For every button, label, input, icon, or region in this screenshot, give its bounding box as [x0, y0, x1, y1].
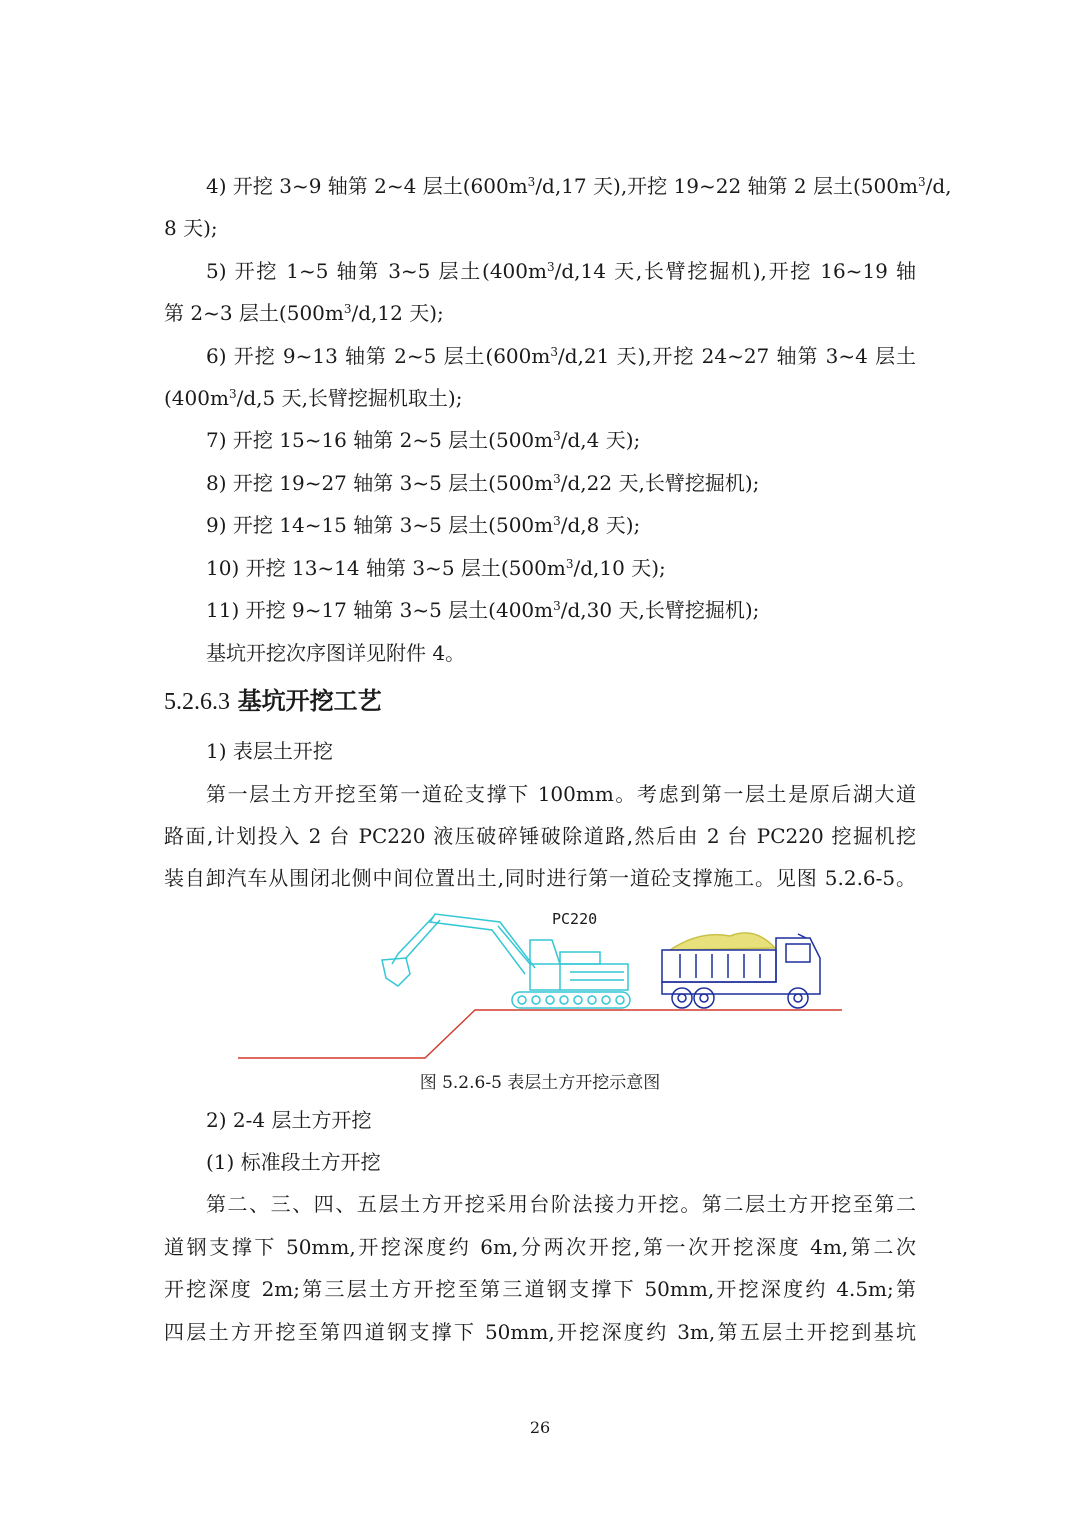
text-run: 基坑开挖次序图详见附件 4。: [206, 641, 466, 665]
superscript: 3: [343, 302, 352, 316]
text-line: [206, 639, 916, 667]
text-line: [206, 257, 916, 285]
text-run: 装自卸汽车从围闭北侧中间位置出土,同时进行第一道砼支撑施工。见图 5.2.6-5。: [164, 866, 916, 890]
text-line: [206, 737, 916, 765]
superscript: 3: [553, 429, 561, 443]
text-run: 5) 开挖 1~5 轴第 3~5 层土(400m: [206, 259, 547, 283]
dump-truck-icon: [662, 933, 820, 1008]
text-run: /d,17 天),开挖 19~22 轴第 2 层土(500m: [535, 174, 918, 198]
text-run: 1) 表层土开挖: [206, 739, 333, 763]
text-run: /d,12 天);: [351, 301, 444, 325]
superscript: 3: [917, 175, 926, 189]
text-line: [206, 342, 916, 370]
text-line: [164, 864, 916, 892]
text-run: 第 2~3 层土(500m: [164, 301, 344, 325]
text-run: 11) 开挖 9~17 轴第 3~5 层土(400m: [206, 598, 554, 622]
text-run: 8 天);: [164, 216, 218, 240]
text-run: (400m: [164, 386, 229, 410]
text-line: [206, 469, 916, 497]
text-line: [206, 596, 916, 624]
text-run: 6) 开挖 9~13 轴第 2~5 层土(600m: [206, 344, 551, 368]
superscript: 3: [546, 260, 555, 274]
text-line: [206, 554, 916, 582]
text-line: [164, 299, 916, 327]
section-title: 基坑开挖工艺: [237, 687, 382, 715]
superscript: 3: [228, 387, 237, 401]
text-run: 9) 开挖 14~15 轴第 3~5 层土(500m: [206, 513, 554, 537]
text-run: 道钢支撑下 50mm,开挖深度约 6m,分两次开挖,第一次开挖深度 4m,第二次: [164, 1235, 916, 1259]
figure-caption: 图 5.2.6-5 表层土方开挖示意图: [419, 1073, 661, 1093]
superscript: 3: [553, 599, 561, 613]
text-run: 第二、三、四、五层土方开挖采用台阶法接力开挖。第二层土方开挖至第二: [206, 1192, 916, 1216]
text-run: 4) 开挖 3~9 轴第 2~4 层土(600m: [206, 174, 528, 198]
text-line: [164, 1275, 916, 1303]
superscript: 3: [550, 345, 558, 359]
text-line: [164, 1318, 916, 1346]
text-run: 路面,计划投入 2 台 PC220 液压破碎锤破除道路,然后由 2 台 PC220 挖掘机挖: [164, 824, 916, 848]
text-line: [206, 426, 916, 454]
text-run: 2) 2-4 层土方开挖: [206, 1108, 372, 1132]
superscript: 3: [527, 175, 536, 189]
text-run: 7) 开挖 15~16 轴第 2~5 层土(500m: [206, 428, 554, 452]
text-line: [164, 1233, 916, 1261]
text-line: [206, 780, 916, 808]
superscript: 3: [553, 472, 561, 486]
text-run: /d,8 天);: [560, 513, 641, 537]
text-line: [206, 172, 952, 200]
text-line: [164, 384, 916, 412]
text-line: [206, 1148, 916, 1176]
text-run: 8) 开挖 19~27 轴第 3~5 层土(500m: [206, 471, 554, 495]
text-run: /d,22 天,长臂挖掘机);: [560, 471, 760, 495]
text-run: 第一层土方开挖至第一道砼支撑下 100mm。考虑到第一层土是原后湖大道: [206, 782, 916, 806]
text-run: 10) 开挖 13~14 轴第 3~5 层土(500m: [206, 556, 566, 580]
text-line: [206, 1190, 916, 1218]
excavation-diagram: [230, 902, 850, 1064]
excavator-icon: [382, 914, 630, 1008]
text-run: (1) 标准段土方开挖: [206, 1150, 381, 1174]
text-run: /d,: [925, 174, 952, 198]
section-number: 5.2.6.3: [164, 689, 230, 715]
text-run: /d,10 天);: [573, 556, 666, 580]
soil-load: [670, 933, 775, 950]
text-run: /d,4 天);: [560, 428, 641, 452]
page-number: 26: [529, 1418, 551, 1437]
superscript: 3: [565, 557, 574, 571]
text-line: [164, 822, 916, 850]
excavator-label: PC220: [552, 910, 598, 928]
text-line: [206, 511, 916, 539]
text-line: [164, 214, 916, 242]
text-run: 开挖深度 2m;第三层土方开挖至第三道钢支撑下 50mm,开挖深度约 4.5m;第: [164, 1277, 916, 1301]
text-run: /d,30 天,长臂挖掘机);: [560, 598, 760, 622]
text-run: /d,5 天,长臂挖掘机取土);: [236, 386, 463, 410]
text-run: /d,14 天,长臂挖掘机),开挖 16~19 轴: [554, 259, 917, 283]
text-run: /d,21 天),开挖 24~27 轴第 3~4 层土: [557, 344, 916, 368]
ground-profile: [238, 1010, 842, 1058]
section-heading: [164, 684, 382, 719]
superscript: 3: [553, 514, 561, 528]
text-run: 四层土方开挖至第四道钢支撑下 50mm,开挖深度约 3m,第五层土开挖到基坑: [164, 1320, 916, 1344]
text-line: [206, 1106, 916, 1134]
